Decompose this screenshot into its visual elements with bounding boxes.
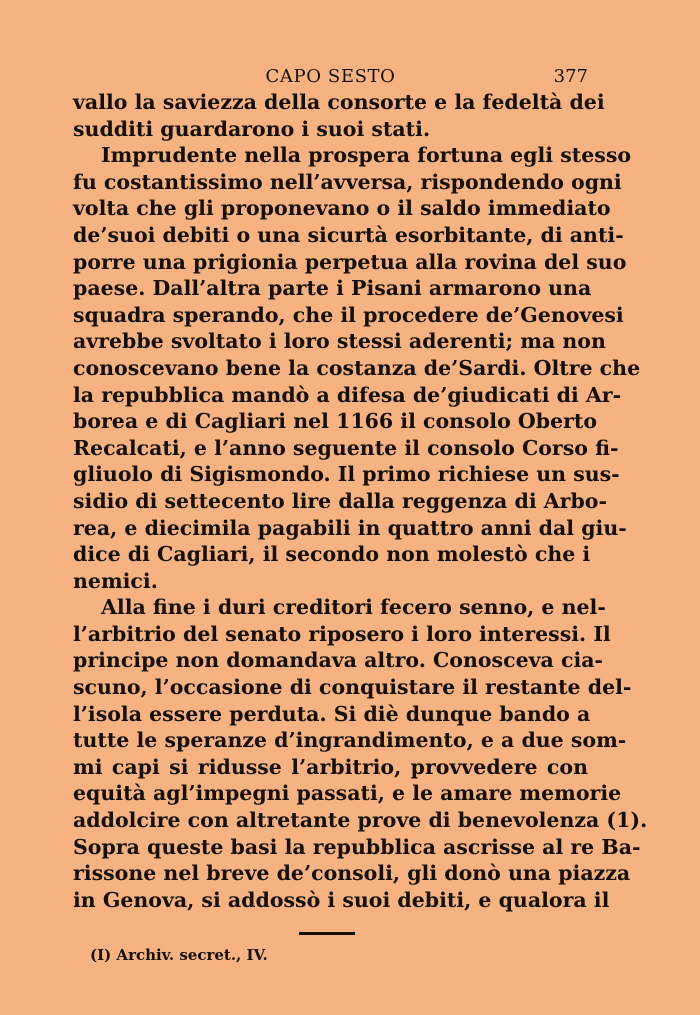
text-line: porre una prigionia perpetua alla rovina del suo [73,249,627,274]
text-line: rea, e diecimila pagabili in quattro anni dal giu- [73,515,627,540]
text-line: equità agl’impegni passati, e le amare memorie [73,781,622,806]
text-line: principe non domandava altro. Conosceva cia- [73,648,604,673]
page-number: 377 [553,66,588,87]
text-line: volta che gli proponevano o il saldo immediato [73,196,611,221]
text-line: squadra sperando, che il procedere de’Genovesi [73,302,624,327]
text-line: borea e di Cagliari nel 1166 il consolo Oberto [73,409,598,434]
text-line: conoscevano bene la costanza de’Sardi. Oltre che [73,355,641,380]
text-line: sidio di settecento lire dalla reggenza di Arbo- [73,488,607,513]
text-line: tutte le speranze d’ingrandimento, e a due som- [73,728,627,753]
text-line: scuno, l’occasione di conquistare il restante del- [73,675,632,700]
text-line: fu costantissimo nell’avversa, rispondendo ogni [73,169,622,194]
text-line: Imprudente nella prospera fortuna egli stesso [101,143,632,168]
text-line: l’isola essere perduta. Si diè dunque bando a [73,701,591,726]
text-line: la repubblica mandò a difesa de’giudicati di Ar- [73,382,622,407]
text-line: Alla fine i duri creditori fecero senno, e nel- [101,595,606,620]
text-line: vallo la saviezza della consorte e la fedeltà dei [73,90,605,114]
text-line: Sopra queste basi la repubblica ascrisse al re Ba- [73,834,641,859]
page-header [73,62,588,92]
text-line: dice di Cagliari, il secondo non molestò che i [73,542,591,567]
text-line: paese. Dall’altra parte i Pisani armarono una [73,276,592,301]
text-line: gliuolo di Sigismondo. Il primo richiese un sus- [73,462,620,487]
text-line: l’arbitrio del senato riposero i loro interessi. Il [73,621,611,646]
text-line: de’suoi debiti o una sicurtà esorbitante, di anti- [73,222,624,247]
text-line: addolcire con altretante prove di benevolenza (1). [73,808,648,833]
text-line: sudditi guardarono i suoi stati. [73,116,431,141]
text-line: nemici. [73,568,158,593]
text-line: in Genova, si addossò i suoi debiti, e qualora il [73,887,610,912]
text-line: avrebbe svoltato i loro stessi aderenti; ma non [73,329,606,354]
footnote-divider [299,932,355,935]
body-text [73,89,648,913]
footnote: (I) Archiv. secret., IV. [90,946,268,964]
running-title: CAPO SESTO [265,66,396,87]
text-line: rissone nel breve de’consoli, gli donò una piazza [73,861,631,886]
text-line: Recalcati, e l’anno seguente il consolo Corso fi- [73,435,619,460]
text-line: mi capi si ridusse l’arbitrio, provvedere con [73,754,588,779]
